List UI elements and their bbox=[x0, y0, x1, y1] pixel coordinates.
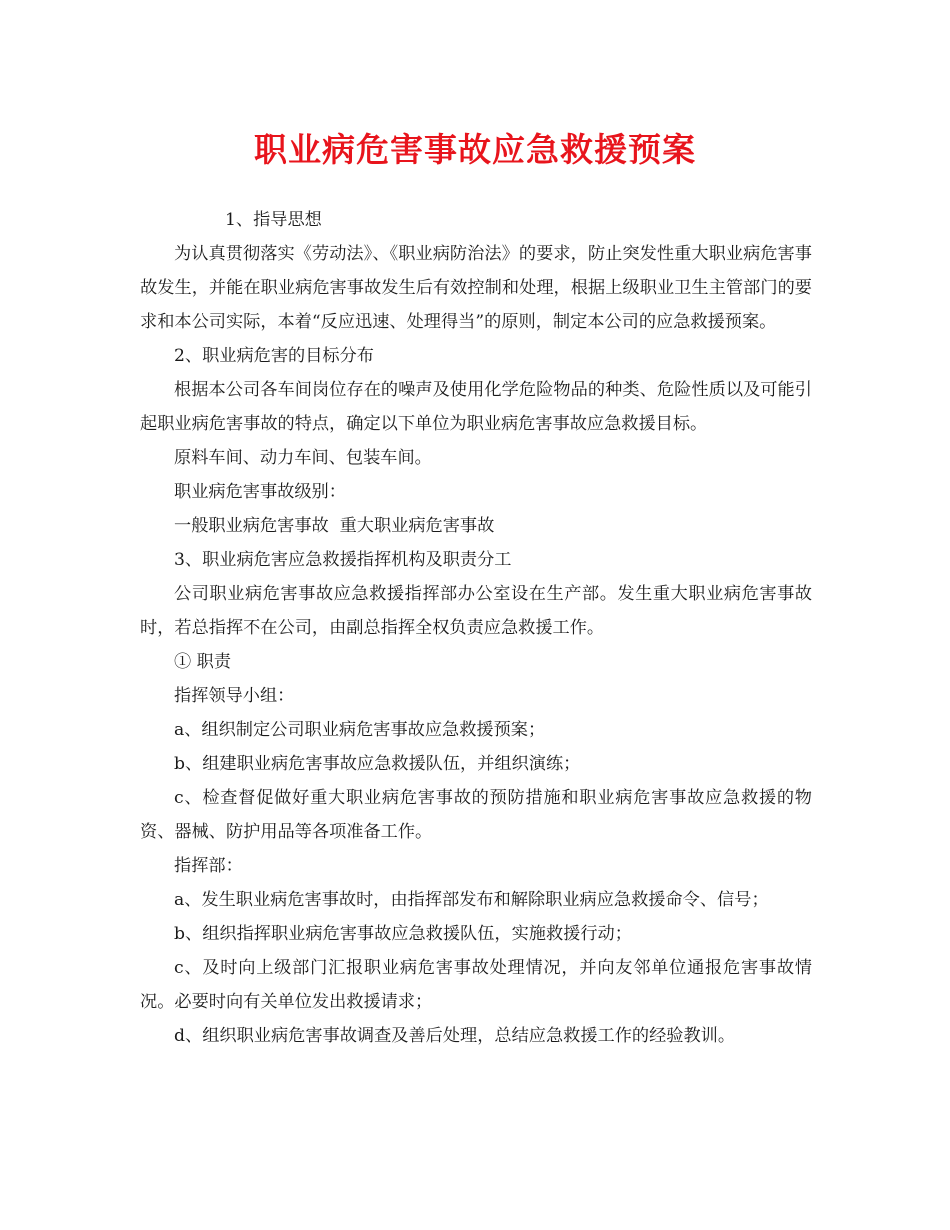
list-item-command-d: d、组织职业病危害事故调查及善后处理，总结应急救援工作的经验教训。 bbox=[174, 1026, 736, 1046]
paragraph-accident-levels: 一般职业病危害事故 重大职业病危害事故 bbox=[174, 516, 495, 536]
list-item-command-b: b、组织指挥职业病危害事故应急救援队伍，实施救援行动； bbox=[174, 924, 632, 944]
paragraph-purpose: 为认真贯彻落实《劳动法》、《职业病防治法》的要求，防止突发性重大职业病危害事故发生，并能在职业病危害事故发生后有效控制和处理，根据上级职业卫生主管部门的要求和本公司实际，本着“反应迅速、处理得当”的原则，制定本公司的应急救援预案。 bbox=[140, 244, 812, 332]
section-heading-command-structure: 3、职业病危害应急救援指挥机构及职责分工 bbox=[174, 550, 512, 570]
subheading-duties: ① 职责 bbox=[174, 652, 232, 672]
paragraph-target-basis: 根据本公司各车间岗位存在的噪声及使用化学危险物品的种类、危险性质以及可能引起职业病危害事故的特点，确定以下单位为职业病危害事故应急救援目标。 bbox=[140, 380, 812, 434]
paragraph-workshops: 原料车间、动力车间、包装车间。 bbox=[174, 448, 432, 468]
section-heading-target-distribution: 2、职业病危害的目标分布 bbox=[174, 346, 374, 366]
paragraph-accident-level-label: 职业病危害事故级别： bbox=[174, 482, 346, 502]
document-title: 职业病危害事故应急救援预案 bbox=[254, 130, 696, 169]
label-command-center: 指挥部： bbox=[174, 856, 243, 876]
list-item-leadership-a: a、组织制定公司职业病危害事故应急救援预案； bbox=[174, 720, 546, 740]
paragraph-command-office: 公司职业病危害事故应急救援指挥部办公室设在生产部。发生重大职业病危害事故时，若总指挥不在公司，由副总指挥全权负责应急救援工作。 bbox=[140, 584, 812, 638]
list-item-leadership-b: b、组建职业病危害事故应急救援队伍，并组织演练； bbox=[174, 754, 581, 774]
document-body bbox=[140, 203, 812, 1053]
list-item-command-c: c、及时向上级部门汇报职业病危害事故处理情况，并向友邻单位通报危害事故情况。必要时向有关单位发出救援请求； bbox=[140, 958, 812, 1012]
label-leadership-group: 指挥领导小组： bbox=[174, 686, 295, 706]
list-item-command-a: a、发生职业病危害事故时，由指挥部发布和解除职业病应急救援命令、信号； bbox=[174, 890, 769, 910]
section-heading-guiding-principle: 1、指导思想 bbox=[225, 210, 322, 230]
list-item-leadership-c: c、检查督促做好重大职业病危害事故的预防措施和职业病危害事故应急救援的物资、器械、防护用品等各项准备工作。 bbox=[140, 788, 812, 842]
